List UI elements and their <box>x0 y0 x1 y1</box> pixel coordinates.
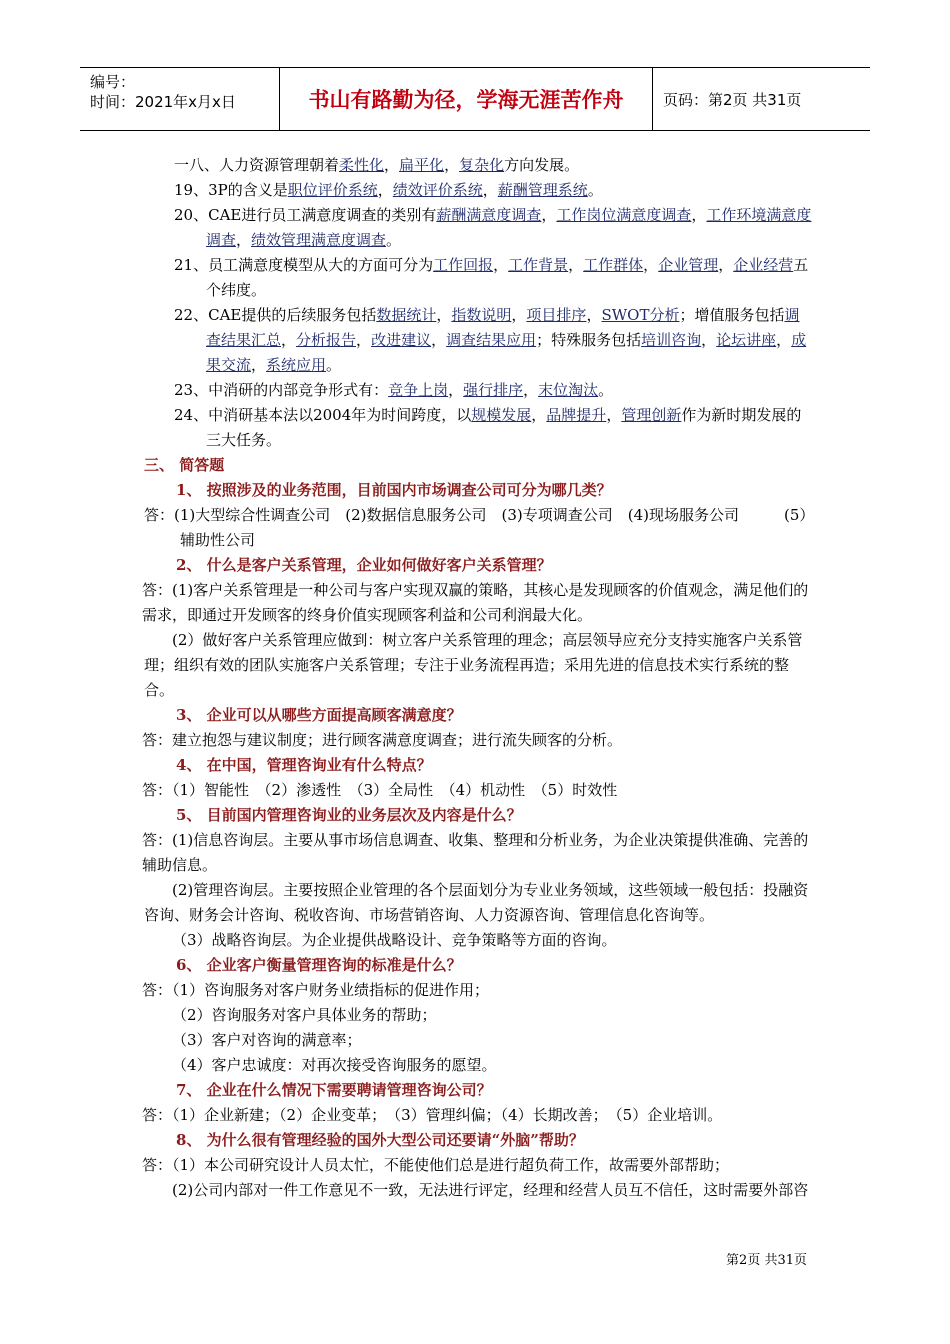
fill-answer: 成果交流 <box>206 331 807 374</box>
fill-item-text: ， <box>718 256 734 274</box>
question: 3、 企业可以从哪些方面提高顾客满意度？ <box>176 706 462 724</box>
answer: 答：（1）智能性 （2）渗透性 （3）全局性 （4）机动性 （5）时效性 <box>142 781 618 799</box>
fill-answer: 管理创新 <box>621 406 682 424</box>
fill-answer: 职位评价系统 <box>287 181 378 199</box>
fill-item-text: 20、CAE进行员工满意度调查的类别有 <box>174 206 437 224</box>
question: 6、 企业客户衡量管理咨询的标准是什么？ <box>176 956 462 974</box>
qa-list <box>144 478 812 1203</box>
fill-item <box>144 203 812 253</box>
answer: 答：(1)客户关系管理是一种公司与客户实现双赢的策略，其核心是发现顾客的价值观念，满足他们的需求，即通过开发顾客的终身价值实现顾客利益和公司利润最大化。 <box>142 581 809 624</box>
answer: (2）做好客户关系管理应做到：树立客户关系管理的理念；高层领导应充分支持实施客户关系管理；组织有效的团队实施客户关系管理；专注于业务流程再造；采用先进的信息技术实行系统的整合。 <box>144 631 803 699</box>
document-body <box>144 153 812 1203</box>
fill-answer: 工作回报 <box>433 256 494 274</box>
fill-answer: 柔性化 <box>339 156 385 174</box>
fill-item-text: ， <box>511 306 527 324</box>
fill-answer: 改进建议 <box>371 331 432 349</box>
answer: 答：(1)信息咨询层。主要从事市场信息调查、收集、整理和分析业务，为企业决策提供准确、完善的辅助信息。 <box>142 831 809 874</box>
answer: 答：（1）企业新建；（2）企业变革； （3）管理纠偏；（4）长期改善； （5）企业培训。 <box>142 1106 723 1124</box>
fill-item-text: ， <box>251 356 267 374</box>
question: 2、 什么是客户关系管理，企业如何做好客户关系管理？ <box>176 556 552 574</box>
fill-answer: 数据统计 <box>376 306 437 324</box>
answer: 答：(1)大型综合性调查公司 (2)数据信息服务公司 (3)专项调查公司 (4)现场服务公司 (5）辅助性公司 <box>144 506 807 549</box>
fill-item-text: 五个纬度。 <box>206 256 809 299</box>
fill-answer: 工作环境满意度调查 <box>206 206 812 249</box>
question: 4、 在中国，管理咨询业有什么特点？ <box>176 756 432 774</box>
answer: （4）客户忠诚度：对再次接受咨询服务的愿望。 <box>172 1056 497 1074</box>
fill-item-text: 19、3P的含义是 <box>174 181 288 199</box>
fill-item-text: 23、中消研的内部竞争形式有： <box>174 381 389 399</box>
fill-in-list <box>144 153 812 453</box>
code-label: 编号： <box>90 73 136 91</box>
page-footer: 第2页 共31页 <box>726 1253 807 1268</box>
fill-answer: 调查结果应用 <box>446 331 537 349</box>
fill-answer: 强行排序 <box>463 381 524 399</box>
fill-item-text: ， <box>691 206 707 224</box>
fill-answer: SWOT分析 <box>601 306 680 324</box>
fill-answer: 培训咨询 <box>641 331 702 349</box>
fill-item <box>144 403 812 453</box>
fill-answer: 工作岗位满意度调查 <box>556 206 692 224</box>
answer: 答：建立抱怨与建议制度；进行顾客满意度调查；进行流失顾客的分析。 <box>142 731 623 749</box>
fill-answer: 薪酬管理系统 <box>497 181 588 199</box>
answer: 答：（1）咨询服务对客户财务业绩指标的促进作用； <box>142 981 490 999</box>
section-title: 三、 简答题 <box>144 456 225 474</box>
question: 5、 目前国内管理咨询业的业务层次及内容是什么？ <box>176 806 522 824</box>
fill-answer: 工作背景 <box>508 256 569 274</box>
question: 8、 为什么很有管理经验的国外大型公司还要请“外脑”帮助？ <box>176 1131 584 1149</box>
fill-item-text: ， <box>643 256 659 274</box>
fill-item-text: ， <box>448 381 464 399</box>
answer: （3）客户对咨询的满意率； <box>172 1031 362 1049</box>
fill-item-text: ， <box>568 256 584 274</box>
fill-item-text: ， <box>377 181 393 199</box>
fill-item-text: ， <box>236 231 252 249</box>
fill-answer: 绩效评价系统 <box>392 181 483 199</box>
fill-item-text: 。 <box>326 356 342 374</box>
fill-answer: 复杂化 <box>459 156 505 174</box>
fill-answer: 扁平化 <box>399 156 445 174</box>
fill-answer: 规模发展 <box>471 406 532 424</box>
fill-item-text: 作为新时期发展的三大任务。 <box>206 406 802 449</box>
fill-item <box>144 153 812 178</box>
fill-answer: 系统应用 <box>266 356 327 374</box>
fill-answer: 企业管理 <box>658 256 719 274</box>
fill-answer: 绩效管理满意度调查 <box>251 231 387 249</box>
fill-item-text: 22、CAE提供的后续服务包括 <box>174 306 377 324</box>
fill-item-text: ， <box>281 331 297 349</box>
time-label: 时间：2021年x月x日 <box>90 93 236 111</box>
fill-item-text: 方向发展。 <box>504 156 580 174</box>
answer: (2)管理咨询层。主要按照企业管理的各个层面划分为专业业务领域，这些领域一般包括：投融资咨询、财务会计咨询、税收咨询、市场营销咨询、人力资源咨询、管理信息化咨询等。 <box>144 881 809 924</box>
fill-item-text: ， <box>482 181 498 199</box>
fill-item-text: ， <box>531 406 547 424</box>
fill-answer: 指数说明 <box>451 306 512 324</box>
fill-answer: 分析报告 <box>296 331 357 349</box>
fill-answer: 项目排序 <box>526 306 587 324</box>
fill-item-text: ；增值服务包括 <box>679 306 785 324</box>
fill-item-text: ， <box>523 381 539 399</box>
answer: （2）咨询服务对客户具体业务的帮助； <box>172 1006 437 1024</box>
fill-item-text: ， <box>701 331 717 349</box>
fill-answer: 论坛讲座 <box>716 331 777 349</box>
page-header <box>80 67 870 131</box>
fill-item-text: 24、中消研基本法以2004年为时间跨度，以 <box>174 406 472 424</box>
fill-item-text: ， <box>444 156 460 174</box>
fill-item-text: 一八、人力资源管理朝着 <box>174 156 340 174</box>
fill-item-text: ， <box>606 406 622 424</box>
answer: (2)公司内部对一件工作意见不一致，无法进行评定，经理和经营人员互不信任，这时需要外部咨 <box>172 1181 809 1199</box>
fill-answer: 企业经营 <box>733 256 794 274</box>
fill-item-text: ， <box>541 206 557 224</box>
question: 7、 企业在什么情况下需要聘请管理咨询公司？ <box>176 1081 492 1099</box>
fill-answer: 末位淘汰 <box>538 381 599 399</box>
fill-answer: 工作群体 <box>583 256 644 274</box>
fill-item-text: ， <box>776 331 792 349</box>
fill-item-text: ；特殊服务包括 <box>536 331 642 349</box>
fill-item <box>144 303 812 378</box>
answer: 答：（1）本公司研究设计人员太忙，不能使他们总是进行超负荷工作，故需要外部帮助； <box>142 1156 730 1174</box>
fill-answer: 调查结果汇总 <box>206 306 800 349</box>
fill-item-text: 。 <box>598 381 614 399</box>
question: 1、 按照涉及的业务范围，目前国内市场调查公司可分为哪几类？ <box>176 481 612 499</box>
fill-answer: 竞争上岗 <box>388 381 449 399</box>
fill-answer: 薪酬满意度调查 <box>436 206 542 224</box>
fill-item-text: ， <box>586 306 602 324</box>
fill-item <box>144 378 812 403</box>
header-motto: 书山有路勤为径，学海无涯苦作舟 <box>280 68 653 130</box>
fill-item-text: ， <box>356 331 372 349</box>
header-meta <box>80 68 280 130</box>
answer: （3）战略咨询层。为企业提供战略设计、竞争策略等方面的咨询。 <box>172 931 617 949</box>
fill-item-text: ， <box>384 156 400 174</box>
fill-item <box>144 178 812 203</box>
fill-item <box>144 253 812 303</box>
fill-item-text: ， <box>431 331 447 349</box>
fill-answer: 品牌提升 <box>546 406 607 424</box>
fill-item-text: ， <box>493 256 509 274</box>
fill-item-text: 21、员工满意度模型从大的方面可分为 <box>174 256 434 274</box>
header-page-label: 页码：第2页 共31页 <box>663 90 802 109</box>
fill-item-text: ， <box>436 306 452 324</box>
fill-item-text: 。 <box>386 231 402 249</box>
fill-item-text: 。 <box>587 181 603 199</box>
